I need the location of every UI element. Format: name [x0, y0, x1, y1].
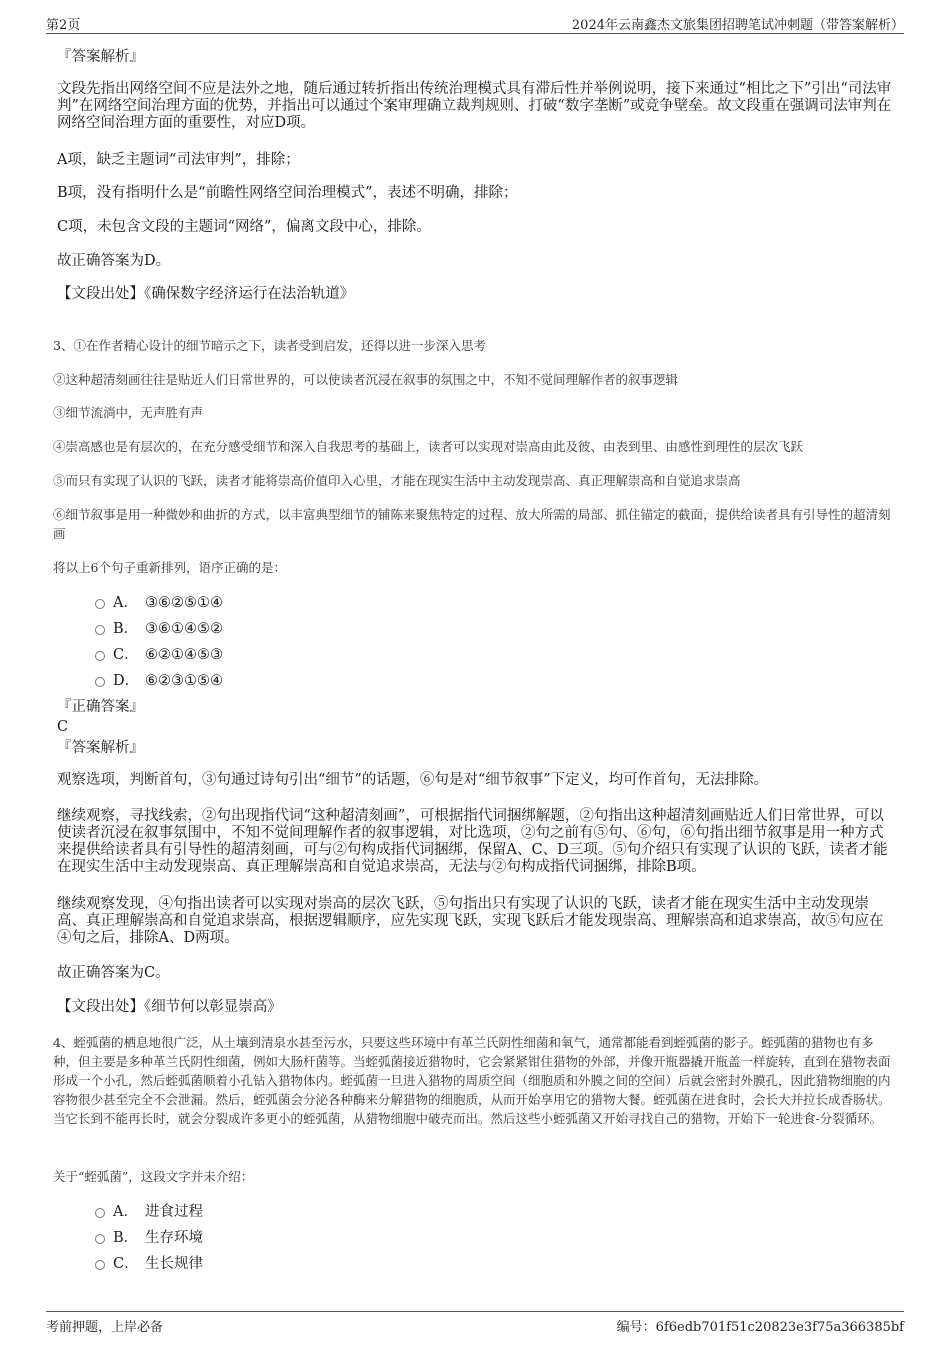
- q2-option-c-analysis: C项，未包含文段的主题词“网络”，偏离文段中心，排除。: [57, 219, 431, 235]
- q3-source: 【文段出处】《细节何以彰显崇高》: [57, 999, 282, 1015]
- radio-icon[interactable]: [95, 651, 105, 661]
- q3-analysis-p1: 观察选项，判断首句，③句通过诗句引出“细节”的话题，⑥句是对“细节叙事”下定义，均可作首句，无法排除。: [57, 772, 769, 788]
- radio-icon[interactable]: [95, 677, 105, 687]
- q4-option-a[interactable]: A． 进食过程: [95, 1203, 203, 1221]
- q3-sentence-5: ⑤而只有实现了认识的飞跃，读者才能将崇高价值印入心里，才能在现实生活中主动发现崇高、真正理解崇高和自觉追求崇高: [53, 473, 741, 488]
- page-header: [46, 10, 904, 34]
- q3-answer: C: [57, 719, 69, 735]
- q4-option-b[interactable]: B． 生存环境: [95, 1229, 203, 1247]
- q3-sentence-1: 3、①在作者精心设计的细节暗示之下，读者受到启发，还得以进一步深入思考: [53, 338, 486, 353]
- radio-icon[interactable]: [95, 599, 105, 609]
- document-code: 编号：6f6edb701f51c20823e3f75a366385bf: [616, 1320, 904, 1335]
- q3-sentence-4: ④崇高感也是有层次的，在充分感受细节和深入自我思考的基础上，读者可以实现对崇高由此及彼、由表到里、由感性到理性的层次飞跃: [53, 439, 804, 454]
- q3-sentence-3: ③细节流淌中，无声胜有声: [53, 405, 204, 420]
- q2-option-a-analysis: A项，缺乏主题词“司法审判”，排除；: [57, 152, 300, 168]
- q3-sentence-6: ⑥细节叙事是用一种微妙和曲折的方式，以丰富典型细节的铺陈来聚焦特定的过程、放大所需的局部、抓住锚定的截面，提供给读者具有引导性的超清刻画: [53, 507, 891, 541]
- q3-option-d[interactable]: D． ⑥②③①⑤④: [95, 672, 223, 690]
- page-number: 第2页: [46, 18, 81, 33]
- q2-conclusion: 故正确答案为D。: [57, 253, 171, 269]
- q3-option-b[interactable]: B． ③⑥①④⑤②: [95, 620, 223, 638]
- q2-source: 【文段出处】《确保数字经济运行在法治轨道》: [57, 286, 355, 302]
- footer-slogan: 考前押题，上岸必备: [46, 1320, 164, 1335]
- q2-analysis-text: 文段先指出网络空间不应是法外之地，随后通过转折指出传统治理模式具有滞后性并举例说明，接下来通过“相比之下”引出“司法审判”在网络空间治理方面的优势，并指出可以通过个案审理确立裁判规则、打破“数字垄断”或竞争壁垒。故文段重在强调司法审判在网络空间治理方面的重要性，对应D项。: [57, 81, 892, 131]
- q3-analysis-title: 『答案解析』: [57, 740, 144, 756]
- q2-option-b-analysis: B项，没有指明什么是“前瞻性网络空间治理模式”，表述不明确，排除；: [57, 185, 518, 201]
- radio-icon[interactable]: [95, 1260, 105, 1270]
- q2-analysis-title: 『答案解析』: [57, 49, 144, 65]
- q3-option-c[interactable]: C． ⑥②①④⑤③: [95, 646, 223, 664]
- q3-option-a[interactable]: A． ③⑥②⑤①④: [95, 594, 223, 612]
- q3-sentence-2: ②这种超清刻画往往是贴近人们日常世界的，可以使读者沉浸在叙事的氛围之中，不知不觉间理解作者的叙事逻辑: [53, 372, 679, 387]
- q4-option-c[interactable]: C． 生长规律: [95, 1255, 203, 1273]
- q4-passage: 4、蛭弧菌的栖息地很广泛，从土壤到清泉水甚至污水，只要这些环境中有革兰氏阴性细菌和氧气，通常都能看到蛭弧菌的影子。蛭弧菌的猎物也有多种，但主要是多种革兰氏阴性细菌，例如大肠杆菌等。当蛭弧菌接近猎物时，它会紧紧钳住猎物的外部，并像开瓶器撬开瓶盖一样旋转，直到在猎物表面形成一个小孔，然后蛭弧菌顺着小孔钻入猎物体内。蛭弧菌一旦进入猎物的周质空间（细胞质和外膜之间的空间）后就会密封外膜孔，因此猎物细胞的内容物很少甚至完全不会泄漏。然后，蛭弧菌会分泌各种酶来分解猎物的细胞质，从而开始享用它的猎物大餐。蛭弧菌在进食时，会长大并拉长成香肠状。当它长到不能再长时，就会分裂成许多更小的蛭弧菌，从猎物细胞中破壳而出。然后这些小蛭弧菌又开始寻找自己的猎物，开始下一轮进食-分裂循环。: [53, 1035, 891, 1126]
- radio-icon[interactable]: [95, 1234, 105, 1244]
- q3-analysis-p3: 继续观察发现，④句指出读者可以实现对崇高的层次飞跃，⑤句指出只有实现了认识的飞跃，读者才能在现实生活中主动发现崇高、真正理解崇高和自觉追求崇高，根据逻辑顺序，应先实现飞跃，实现飞跃后才能发现崇高、理解崇高和追求崇高，故⑤句应在④句之后，排除A、D两项。: [57, 896, 884, 946]
- q4-prompt: 关于“蛭弧菌”，这段文字并未介绍：: [53, 1169, 254, 1184]
- q3-conclusion: 故正确答案为C。: [57, 965, 170, 981]
- q3-answer-title: 『正确答案』: [57, 699, 144, 715]
- radio-icon[interactable]: [95, 1208, 105, 1218]
- q3-analysis-p2: 继续观察，寻找线索，②句出现指代词“这种超清刻画”，可根据指代词捆绑解题，②句指出这种超清刻画贴近人们日常世界，可以使读者沉浸在叙事氛围中，不知不觉间理解作者的叙事逻辑，对比选项，②句之前有⑤句、⑥句，⑥句指出细节叙事是用一种方式来提供给读者具有引导性的超清刻画，可与②句构成指代词捆绑，保留A、C、D三项。⑤句介绍只有实现了认识的飞跃，读者才能在现实生活中主动发现崇高、真正理解崇高和自觉追求崇高，无法与②句构成指代词捆绑，排除B项。: [57, 808, 888, 875]
- document-title: 2024年云南鑫杰文旅集团招聘笔试冲刺题（带答案解析）: [571, 18, 904, 33]
- page-footer: [46, 1311, 904, 1335]
- q3-prompt: 将以上6个句子重新排列，语序正确的是：: [53, 560, 286, 575]
- radio-icon[interactable]: [95, 625, 105, 635]
